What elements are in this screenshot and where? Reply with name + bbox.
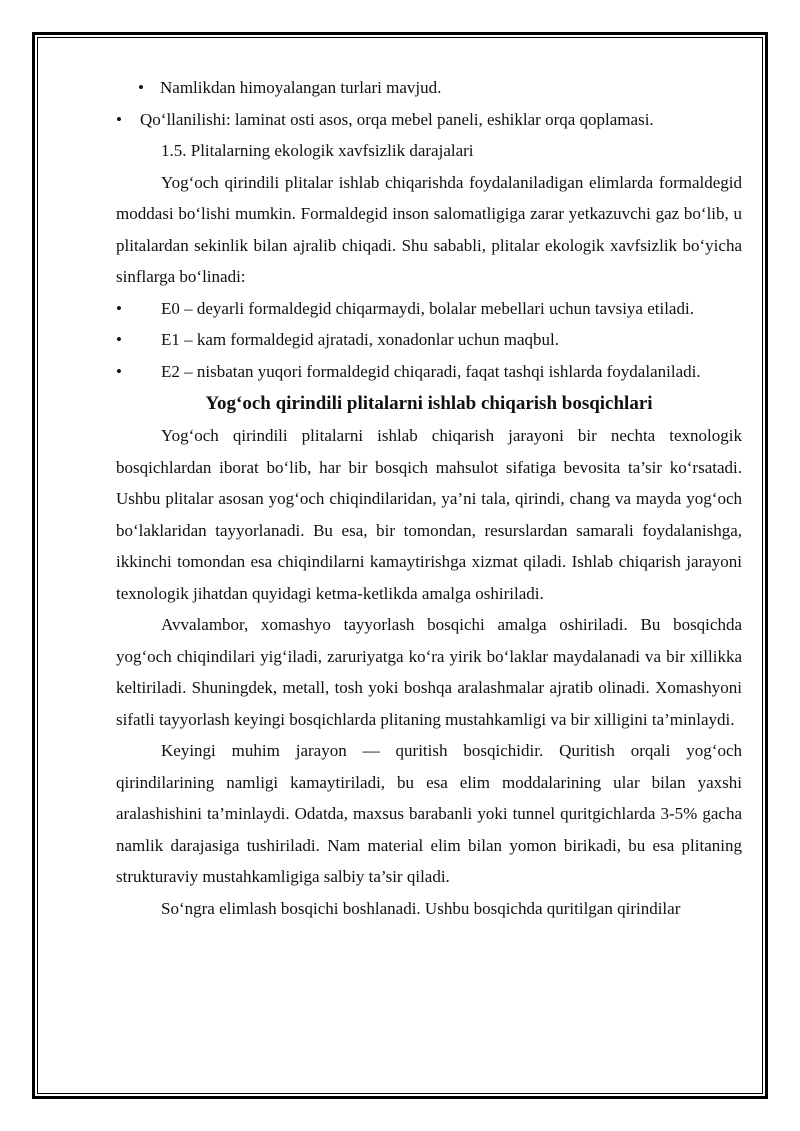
paragraph: So‘ngra elimlash bosqichi boshlanadi. Ushbu bosqichda quritilgan qirindilar xyxy=(161,898,681,918)
bullet-icon: • xyxy=(116,109,122,129)
list-item-e0: • E0 – deyarli formaldegid chiqarmaydi, bolalar mebellari uchun tavsiya etiladi. xyxy=(116,293,742,325)
paragraph-eco: Yog‘och qirindili plitalar ishlab chiqarishda foydalaniladigan elimlarda formaldegid moddasi bo‘lishi mumkin. Formaldegid inson salomatligiga zarar yetkazuvchi gaz bo‘lib, u plitalardan sekinlik bilan ajralib chiqadi. Shu sababli, plitalar ekologik xavfsizlik bo‘yicha sinflarga bo‘linadi: xyxy=(116,172,742,286)
section-heading: Yog‘och qirindili plitalarni ishlab chiqarish bosqichlari xyxy=(205,393,653,414)
paragraph: Yog‘och qirindili plitalarni ishlab chiqarish jarayoni bir nechta texnologik bosqichlardan iborat bo‘lib, har bir bosqich mahsulot sifatiga bevosita ta’sir ko‘rsatadi. Ushbu plitalar asosan yog‘och chiqindilaridan, ya’ni tala, qirindi, chang va mayda yog‘och bo‘laklaridan tayyorlanadi. Bu esa, bir tomondan, resurslardan samarali foydalanishga, ikkinchi tomondan esa chiqindilarni kamaytirishga xizmat qiladi. Ishlab chiqarish jarayoni texnologik jihatdan quyidagi ketma-ketlikda amalga oshiriladi. xyxy=(116,426,742,603)
bullet-icon: • xyxy=(138,78,144,97)
list-item: • Namlikdan himoyalangan turlari mavjud. xyxy=(116,72,742,104)
list-item-e1: • E1 – kam formaldegid ajratadi, xonadonlar uchun maqbul. xyxy=(116,324,742,356)
section-title: 1.5. Plitalarning ekologik xavfsizlik darajalari xyxy=(161,141,474,160)
list-item-e2: • E2 – nisbatan yuqori formaldegid chiqaradi, faqat tashqi ishlarda foydalaniladi. xyxy=(116,356,742,388)
paragraph: Avvalambor, xomashyo tayyorlash bosqichi amalga oshiriladi. Bu bosqichda yog‘och chiqindilari yig‘iladi, zaruriyatga ko‘ra yirik bo‘laklar maydalanadi va bir xillikka keltiriladi. Shuningdek, metall, tosh yoki boshqa aralashmalar ajratib olinadi. Xomashyoni sifatli tayyorlash keyingi bosqichlarda plitaning mustahkamligi va bir xilligini ta’minlaydi. xyxy=(116,615,742,729)
paragraph: Keyingi muhim jarayon — quritish bosqichidir. Quritish orqali yog‘och qirindilarining namligi kamaytiriladi, bu esa elim moddalarining ular bilan yaxshi aralashishini ta’minlaydi. Odatda, maxsus barabanli yoki tunnel quritgichlarda 3-5% gacha namlik darajasiga tushiriladi. Nam material elim bilan yomon birikadi, bu esa plitaning strukturaviy mustahkamligiga salbiy ta’sir qiladi. xyxy=(116,741,742,886)
bullet-icon: • xyxy=(116,361,122,381)
bullet-icon: • xyxy=(116,330,122,349)
document-body xyxy=(116,72,742,924)
bullet-icon: • xyxy=(116,298,122,318)
list-item: • Qo‘llanilishi: laminat osti asos, orqa mebel paneli, eshiklar orqa qoplamasi. xyxy=(116,104,742,136)
